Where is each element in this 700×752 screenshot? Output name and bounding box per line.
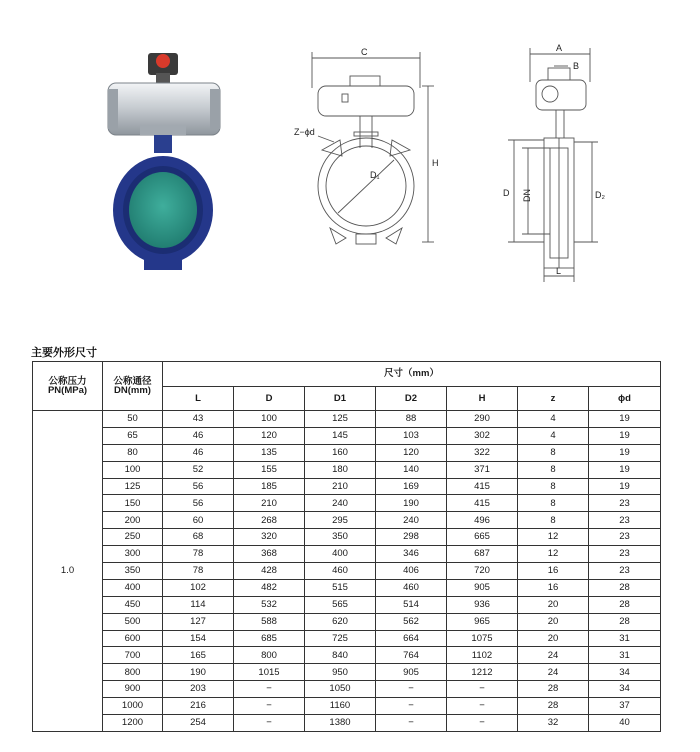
table-cell: 127 xyxy=(163,613,234,630)
table-cell: 562 xyxy=(376,613,447,630)
table-cell: 12 xyxy=(518,546,589,563)
table-row xyxy=(33,715,661,732)
table-row xyxy=(33,681,661,698)
table-row xyxy=(33,461,661,478)
table-row xyxy=(33,613,661,630)
table-cell: 28 xyxy=(589,579,661,596)
dim-label-d1: D₁ xyxy=(370,170,380,180)
table-cell: − xyxy=(234,698,305,715)
dim-label-b: B xyxy=(573,61,580,71)
table-cell: 120 xyxy=(376,444,447,461)
table-cell: 428 xyxy=(234,563,305,580)
table-row xyxy=(33,529,661,546)
table-cell: 254 xyxy=(163,715,234,732)
table-row xyxy=(33,495,661,512)
table-cell: 23 xyxy=(589,529,661,546)
dn-cell: 65 xyxy=(103,427,163,444)
table-cell: 350 xyxy=(305,529,376,546)
dim-label-z-phi-d: Z−ϕd xyxy=(294,127,315,137)
table-row xyxy=(33,478,661,495)
table-cell: 4 xyxy=(518,411,589,428)
dim-label-h: H xyxy=(432,158,439,168)
table-cell: 406 xyxy=(376,563,447,580)
side-view-drawing xyxy=(500,38,610,288)
table-row xyxy=(33,596,661,613)
table-row xyxy=(33,427,661,444)
table-cell: 190 xyxy=(376,495,447,512)
table-row xyxy=(33,630,661,647)
column-header: D xyxy=(234,387,305,411)
table-cell: 46 xyxy=(163,427,234,444)
table-cell: 103 xyxy=(376,427,447,444)
dim-label-d: D xyxy=(503,188,510,198)
table-cell: 936 xyxy=(447,596,518,613)
table-cell: 100 xyxy=(234,411,305,428)
table-cell: 160 xyxy=(305,444,376,461)
table-cell: 102 xyxy=(163,579,234,596)
table-cell: 950 xyxy=(305,664,376,681)
dim-label-d2: D₂ xyxy=(595,190,605,200)
table-cell: − xyxy=(376,681,447,698)
table-cell: 298 xyxy=(376,529,447,546)
table-cell: 120 xyxy=(234,427,305,444)
table-cell: 725 xyxy=(305,630,376,647)
table-cell: 415 xyxy=(447,478,518,495)
table-cell: 720 xyxy=(447,563,518,580)
table-cell: 905 xyxy=(376,664,447,681)
table-cell: 28 xyxy=(518,698,589,715)
column-header: H xyxy=(447,387,518,411)
table-cell: 19 xyxy=(589,478,661,495)
table-cell: 800 xyxy=(234,647,305,664)
table-cell: 664 xyxy=(376,630,447,647)
table-cell: 24 xyxy=(518,664,589,681)
table-cell: 32 xyxy=(518,715,589,732)
table-row xyxy=(33,546,661,563)
table-cell: − xyxy=(234,681,305,698)
dn-cell: 1200 xyxy=(103,715,163,732)
dn-cell: 350 xyxy=(103,563,163,580)
column-header: D1 xyxy=(305,387,376,411)
table-cell: 125 xyxy=(305,411,376,428)
header-dn-line1: 公称通径 xyxy=(113,375,152,387)
table-cell: 20 xyxy=(518,613,589,630)
column-header: D2 xyxy=(376,387,447,411)
table-cell: 460 xyxy=(376,579,447,596)
table-cell: 56 xyxy=(163,478,234,495)
table-cell: 290 xyxy=(447,411,518,428)
table-cell: − xyxy=(376,698,447,715)
table-cell: 40 xyxy=(589,715,661,732)
table-cell: 295 xyxy=(305,512,376,529)
table-cell: 482 xyxy=(234,579,305,596)
figures-area xyxy=(0,0,700,330)
table-cell: 302 xyxy=(447,427,518,444)
table-cell: 460 xyxy=(305,563,376,580)
table-cell: 8 xyxy=(518,444,589,461)
table-cell: 8 xyxy=(518,478,589,495)
header-pn-line1: 公称压力 xyxy=(48,375,87,387)
table-cell: 190 xyxy=(163,664,234,681)
table-cell: 210 xyxy=(305,478,376,495)
dn-cell: 125 xyxy=(103,478,163,495)
table-row xyxy=(33,512,661,529)
table-cell: − xyxy=(376,715,447,732)
table-cell: 68 xyxy=(163,529,234,546)
column-header: z xyxy=(518,387,589,411)
table-cell: − xyxy=(447,698,518,715)
table-cell: 114 xyxy=(163,596,234,613)
table-cell: 135 xyxy=(234,444,305,461)
table-title: 主要外形尺寸 xyxy=(31,347,97,359)
table-row xyxy=(33,444,661,461)
dn-cell: 400 xyxy=(103,579,163,596)
table-cell: 322 xyxy=(447,444,518,461)
table-cell: 240 xyxy=(305,495,376,512)
dim-label-a: A xyxy=(556,43,563,53)
table-cell: 19 xyxy=(589,411,661,428)
table-cell: 515 xyxy=(305,579,376,596)
table-cell: 368 xyxy=(234,546,305,563)
table-cell: 687 xyxy=(447,546,518,563)
table-cell: 1075 xyxy=(447,630,518,647)
pn-cell: 1.0 xyxy=(33,411,103,732)
table-cell: 43 xyxy=(163,411,234,428)
table-cell: 20 xyxy=(518,630,589,647)
table-cell: 20 xyxy=(518,596,589,613)
dn-cell: 700 xyxy=(103,647,163,664)
table-cell: 8 xyxy=(518,495,589,512)
table-cell: 1050 xyxy=(305,681,376,698)
table-cell: 88 xyxy=(376,411,447,428)
table-cell: 31 xyxy=(589,630,661,647)
table-row xyxy=(33,563,661,580)
header-dn-line2: DN(mm) xyxy=(114,385,151,396)
table-cell: 24 xyxy=(518,647,589,664)
table-cell: 320 xyxy=(234,529,305,546)
table-cell: 19 xyxy=(589,427,661,444)
dn-cell: 800 xyxy=(103,664,163,681)
table-cell: 185 xyxy=(234,478,305,495)
table-cell: 154 xyxy=(163,630,234,647)
header-pn xyxy=(33,362,103,411)
table-cell: 23 xyxy=(589,546,661,563)
table-cell: 4 xyxy=(518,427,589,444)
dimension-table xyxy=(32,361,661,732)
table-cell: 56 xyxy=(163,495,234,512)
header-dimensions: 尺寸（mm） xyxy=(163,362,661,387)
dn-cell: 50 xyxy=(103,411,163,428)
table-cell: 34 xyxy=(589,681,661,698)
dn-cell: 100 xyxy=(103,461,163,478)
table-cell: 165 xyxy=(163,647,234,664)
table-row xyxy=(33,411,661,428)
table-cell: 565 xyxy=(305,596,376,613)
table-body xyxy=(33,411,661,732)
table-cell: 78 xyxy=(163,563,234,580)
table-cell: 31 xyxy=(589,647,661,664)
table-cell: 140 xyxy=(376,461,447,478)
dn-cell: 500 xyxy=(103,613,163,630)
table-cell: 16 xyxy=(518,579,589,596)
column-header: ϕd xyxy=(589,387,661,411)
table-cell: 28 xyxy=(518,681,589,698)
table-cell: 19 xyxy=(589,444,661,461)
table-row xyxy=(33,579,661,596)
table-cell: 8 xyxy=(518,512,589,529)
table-cell: 216 xyxy=(163,698,234,715)
dn-cell: 200 xyxy=(103,512,163,529)
table-cell: 240 xyxy=(376,512,447,529)
dn-cell: 450 xyxy=(103,596,163,613)
table-cell: 1015 xyxy=(234,664,305,681)
table-cell: 8 xyxy=(518,461,589,478)
dim-label-c: C xyxy=(361,47,368,57)
table-cell: 52 xyxy=(163,461,234,478)
table-cell: 268 xyxy=(234,512,305,529)
table-row xyxy=(33,664,661,681)
table-cell: 1212 xyxy=(447,664,518,681)
dn-cell: 250 xyxy=(103,529,163,546)
dn-cell: 80 xyxy=(103,444,163,461)
table-cell: 78 xyxy=(163,546,234,563)
table-cell: 28 xyxy=(589,613,661,630)
table-cell: 19 xyxy=(589,461,661,478)
table-cell: 371 xyxy=(447,461,518,478)
table-cell: 532 xyxy=(234,596,305,613)
table-cell: 60 xyxy=(163,512,234,529)
dn-cell: 1000 xyxy=(103,698,163,715)
table-cell: 28 xyxy=(589,596,661,613)
header-dn xyxy=(103,362,163,411)
table-cell: 23 xyxy=(589,495,661,512)
table-cell: 16 xyxy=(518,563,589,580)
table-cell: 203 xyxy=(163,681,234,698)
table-cell: 155 xyxy=(234,461,305,478)
table-cell: 1160 xyxy=(305,698,376,715)
table-row xyxy=(33,698,661,715)
dim-label-dn: DN xyxy=(522,189,532,202)
dn-cell: 300 xyxy=(103,546,163,563)
table-cell: 764 xyxy=(376,647,447,664)
table-cell: 965 xyxy=(447,613,518,630)
table-cell: 34 xyxy=(589,664,661,681)
table-row xyxy=(33,647,661,664)
table-cell: 46 xyxy=(163,444,234,461)
table-cell: 346 xyxy=(376,546,447,563)
table-cell: 145 xyxy=(305,427,376,444)
dn-cell: 900 xyxy=(103,681,163,698)
header-pn-line2: PN(MPa) xyxy=(47,385,88,396)
table-cell: 210 xyxy=(234,495,305,512)
table-cell: 400 xyxy=(305,546,376,563)
table-cell: 665 xyxy=(447,529,518,546)
dn-cell: 600 xyxy=(103,630,163,647)
table-cell: 23 xyxy=(589,563,661,580)
table-cell: 496 xyxy=(447,512,518,529)
table-cell: 12 xyxy=(518,529,589,546)
valve-photo xyxy=(100,45,230,275)
table-cell: 905 xyxy=(447,579,518,596)
dn-cell: 150 xyxy=(103,495,163,512)
table-cell: 588 xyxy=(234,613,305,630)
table-cell: 840 xyxy=(305,647,376,664)
table-cell: − xyxy=(447,681,518,698)
table-cell: 169 xyxy=(376,478,447,495)
table-cell: 685 xyxy=(234,630,305,647)
table-cell: 415 xyxy=(447,495,518,512)
table-cell: 1380 xyxy=(305,715,376,732)
table-cell: 514 xyxy=(376,596,447,613)
table-cell: 23 xyxy=(589,512,661,529)
table-cell: − xyxy=(234,715,305,732)
column-header: L xyxy=(163,387,234,411)
table-cell: − xyxy=(447,715,518,732)
table-cell: 180 xyxy=(305,461,376,478)
dim-label-l: L xyxy=(556,266,562,276)
front-view-drawing xyxy=(290,38,450,278)
table-cell: 1102 xyxy=(447,647,518,664)
table-cell: 620 xyxy=(305,613,376,630)
table-cell: 37 xyxy=(589,698,661,715)
